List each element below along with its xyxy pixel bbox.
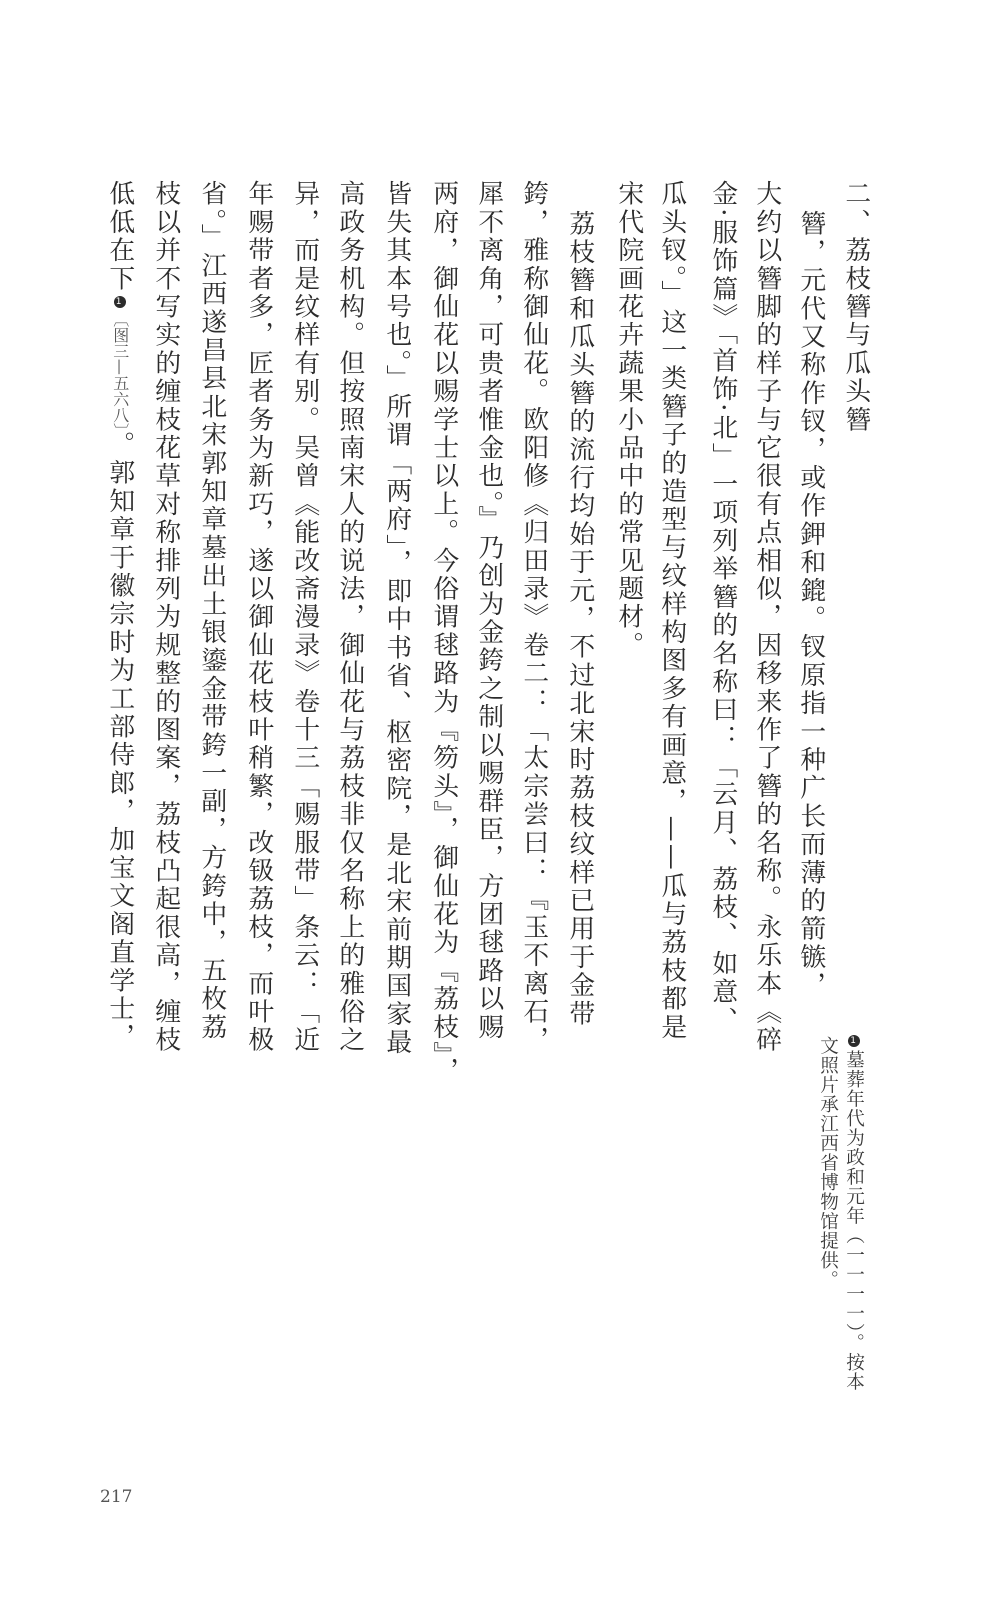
paragraph2-line-4: 两府，御仙花以赐学士以上。今俗谓毬路为『笏头』，御仙花为『荔枝』，: [428, 180, 459, 1085]
page-number: 217: [100, 1487, 133, 1507]
footnote-marker[interactable]: 1: [115, 296, 124, 307]
paragraph2-line-8: 年赐带者多，匠者务为新巧，遂以御仙花枝叶稍繁，改钑荔枝，而叶极: [243, 180, 274, 1055]
footnote-line-2: 文照片承江西省博物馆提供。: [817, 1036, 839, 1290]
footnote-text-1: 墓葬年代为政和元年（一一一一）。按本: [843, 1050, 865, 1392]
paragraph2-line-3: 犀不离角，可贵者惟金也。』乃创为金銙之制以赐群臣，方团毬路以赐: [473, 180, 504, 1042]
footnote-number: 1: [848, 1035, 860, 1047]
footnote-line-1: [844, 1032, 863, 1392]
paragraph2-line-11: [104, 180, 135, 1052]
section-heading: 二、荔枝簪与瓜头簪: [840, 180, 871, 434]
paragraph2-line-5: 皆失其本号也。」所谓「两府」，即中书省、枢密院，是北宋前期国家最: [381, 180, 412, 1057]
paragraph2-line-2: 銙，雅称御仙花。欧阳修《归田录》卷二：「太宗尝曰：『玉不离石，: [518, 180, 549, 1055]
paragraph1-line-4: 瓜头钗。」这一类簪子的造型与纹样构图多有画意，——瓜与荔枝都是: [656, 180, 687, 1042]
paragraph2-line-6: 高政务机构。但按照南宋人的说法，御仙花与荔枝非仅名称上的雅俗之: [334, 180, 365, 1055]
paragraph1-line-5: 宋代院画花卉蔬果小品中的常见题材。: [613, 180, 644, 660]
figure-reference: 〔图三—五六八〕: [110, 310, 130, 431]
last-line-end: 。郭知章于徽宗时为工部侍郎，加宝文阁直学士，: [104, 430, 135, 1052]
paragraph2-line-10: 枝以并不写实的缠枝花草对称排列为规整的图案，荔枝凸起很高，缠枝: [150, 180, 181, 1055]
paragraph1-line-1: 簪，元代又称作钗，或作鉀和鎞。钗原指一种广长而薄的箭镞，: [795, 210, 826, 1000]
paragraph2-line-1: 荔枝簪和瓜头簪的流行均始于元，不过北宋时荔枝纹样已用于金带: [564, 210, 595, 1028]
paragraph1-line-3: 金·服饰篇》「首饰·北」一项列举簪的名称曰：「云月、荔枝、如意、: [707, 180, 738, 1035]
paragraph2-line-7: 异，而是纹样有别。吴曾《能改斋漫录》卷十三「赐服带」条云：「近: [289, 180, 320, 1055]
paragraph2-line-9: 省。」江西遂昌县北宋郭知章墓出土银鎏金带銙一副，方銙中，五枚荔: [196, 180, 227, 1042]
last-line-start: 低低在下: [104, 180, 135, 293]
paragraph1-line-2: 大约以簪脚的样子与它很有点相似，因移来作了簪的名称。永乐本《碎: [751, 180, 782, 1055]
